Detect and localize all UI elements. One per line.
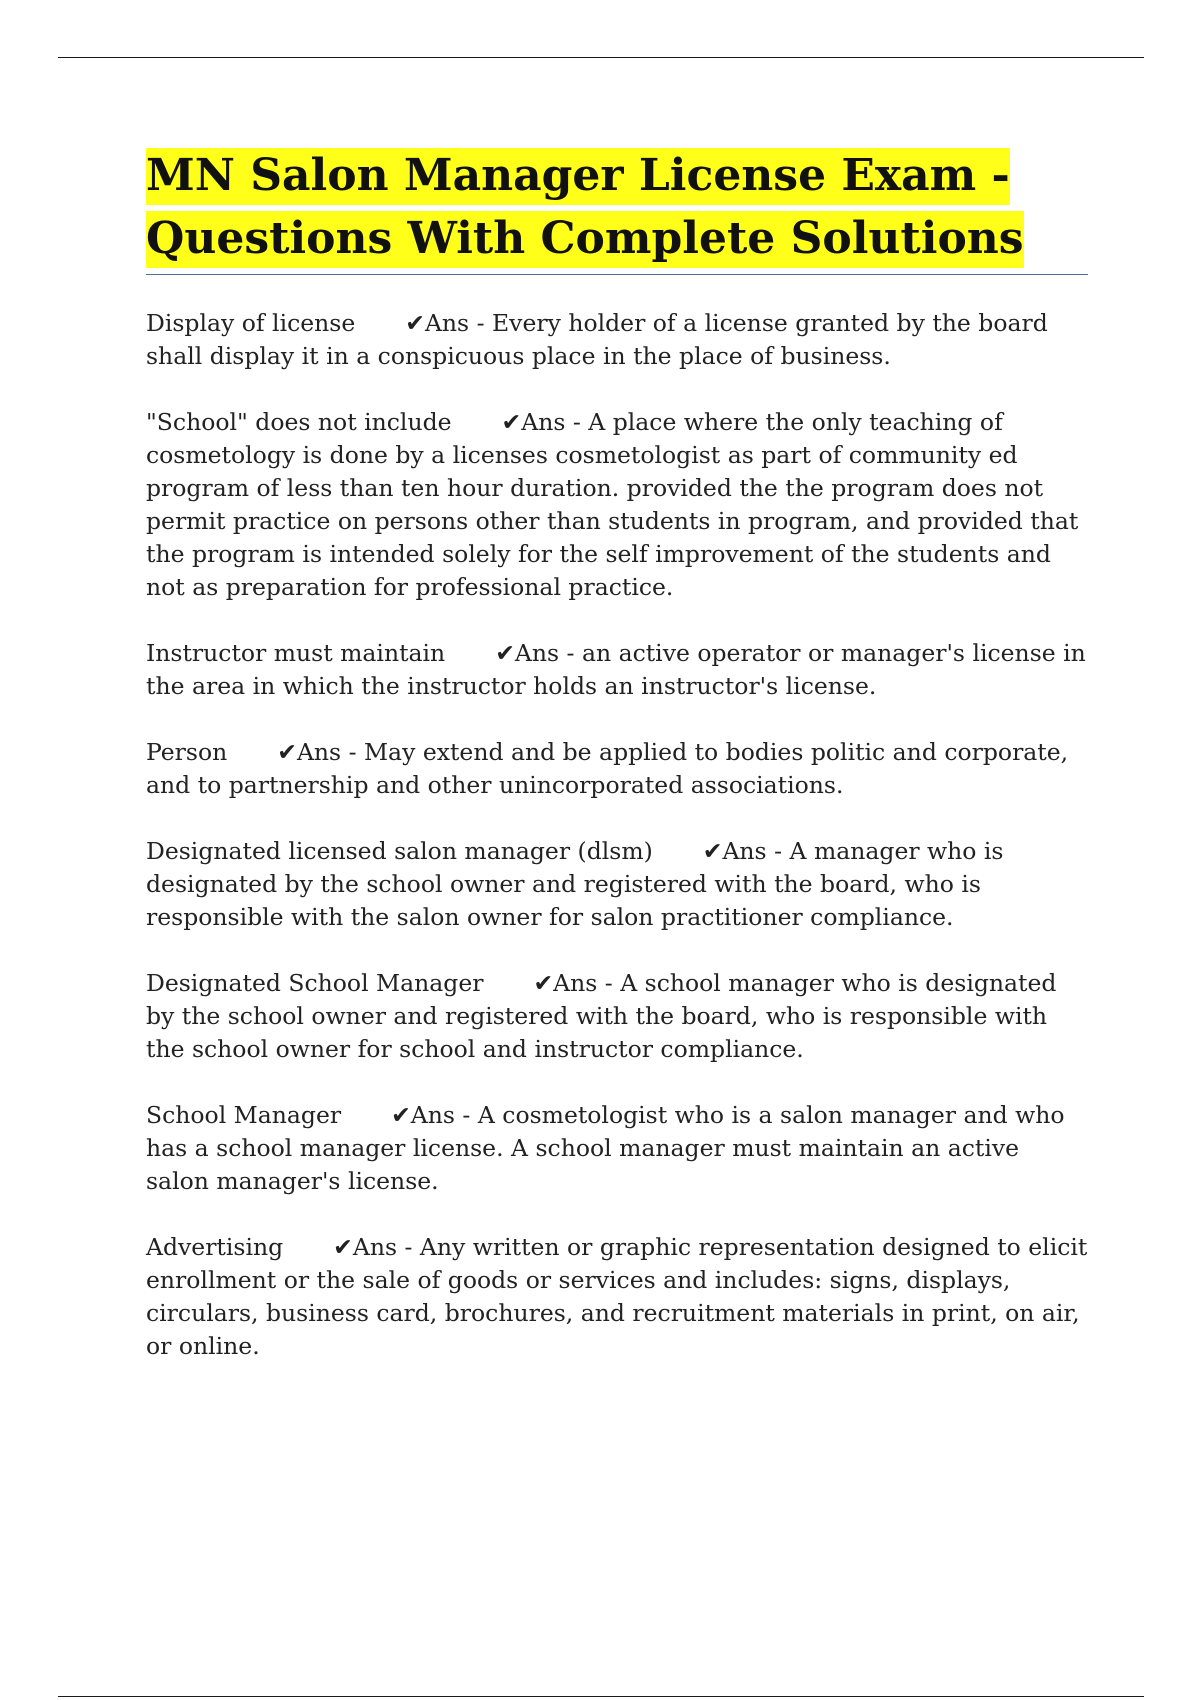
answer-text: May extend and be applied to bodies politic and corporate, and to partnership and other unincorporated associations.	[146, 738, 1069, 799]
question-text: "School" does not include	[146, 408, 452, 436]
question-text: Person	[146, 738, 228, 766]
answer-text: an active operator or manager's license in the area in which the instructor holds an instructor's license.	[146, 639, 1086, 700]
answer-text: Every holder of a license granted by the board shall display it in a conspicuous place in the place of business.	[146, 309, 1048, 370]
top-rule	[58, 57, 1144, 58]
answer-prefix: ✔Ans -	[501, 408, 589, 436]
question-text: Advertising	[146, 1233, 284, 1261]
qa-list	[146, 307, 1088, 1363]
answer-text: A cosmetologist who is a salon manager and who has a school manager license. A school manager must maintain an active salon manager's license.	[146, 1101, 1065, 1195]
document-title	[146, 144, 1088, 270]
qa-item-instructor-must-maintain	[146, 637, 1088, 703]
answer-prefix: ✔Ans -	[533, 969, 621, 997]
qa-item-designated-licensed-salon-manager	[146, 835, 1088, 934]
question-text: Designated School Manager	[146, 969, 484, 997]
answer-prefix: ✔Ans -	[702, 837, 790, 865]
title-underline	[146, 274, 1088, 275]
answer-prefix: ✔Ans -	[405, 309, 493, 337]
qa-item-advertising	[146, 1231, 1088, 1363]
question-text: School Manager	[146, 1101, 342, 1129]
qa-item-person	[146, 736, 1088, 802]
qa-item-display-of-license	[146, 307, 1088, 373]
question-text: Display of license	[146, 309, 356, 337]
answer-text: A school manager who is designated by the school owner and registered with the board, who is responsible with the school owner for school and instructor compliance.	[146, 969, 1057, 1063]
answer-prefix: ✔Ans -	[495, 639, 582, 667]
answer-text: A manager who is designated by the school owner and registered with the board, who is responsible with the salon owner for salon practitioner compliance.	[146, 837, 1004, 931]
question-text: Instructor must maintain	[146, 639, 446, 667]
question-text: Designated licensed salon manager (dlsm)	[146, 837, 653, 865]
qa-item-school-does-not-include	[146, 406, 1088, 604]
qa-item-school-manager	[146, 1099, 1088, 1198]
answer-text: A place where the only teaching of cosmetology is done by a licenses cosmetologist as part of community ed program of less than ten hour duration. provided the the program does not permit practice on persons other than students in program, and provided that the program is intended solely for the self improvement of the students and not as preparation for professional practice.	[146, 408, 1079, 601]
answer-prefix: ✔Ans -	[277, 738, 364, 766]
answer-prefix: ✔Ans -	[391, 1101, 478, 1129]
document-page	[146, 144, 1088, 1396]
title-highlight: MN Salon Manager License Exam - Questions With Complete Solutions	[146, 148, 1024, 268]
answer-prefix: ✔Ans -	[333, 1233, 420, 1261]
qa-item-designated-school-manager	[146, 967, 1088, 1066]
bottom-rule	[58, 1696, 1144, 1697]
answer-text: Any written or graphic representation designed to elicit enrollment or the sale of goods or services and includes: signs, displays, circulars, business card, brochures, and recruitment materials in print, on air, or online.	[146, 1233, 1088, 1360]
